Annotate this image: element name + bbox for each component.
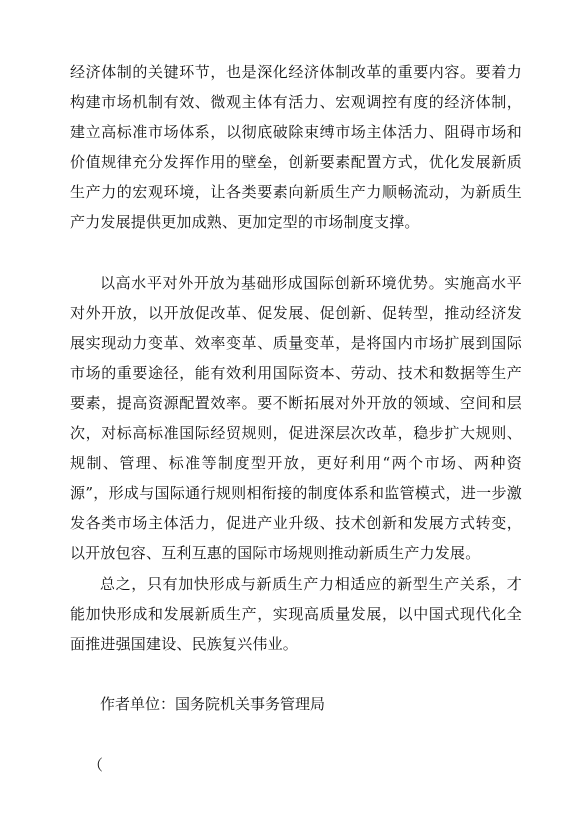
trailing-parenthesis: （	[88, 756, 104, 774]
paragraph-economic-system: 经济体制的关键环节，也是深化经济体制改革的重要内容。要着力构建市场机制有效、微观主体有活力、宏观调控有度的经济体制，建立高标准市场体系，以彻底破除束缚市场主体活力、阻碍市场和价值规律充分发挥作用的壁垒，创新要素配置方式，优化发展新质生产力的宏观环境，让各类要素向新质生产力顺畅流动，为新质生产力发展提供更加成熟、更加定型的市场制度支撑。	[70, 63, 522, 231]
paragraph-conclusion: 总之，只有加快形成与新质生产力相适应的新型生产关系，才能加快形成和发展新质生产，实现高质量发展，以中国式现代化全面推进强国建设、民族复兴伟业。	[70, 575, 522, 653]
paragraph-opening-up: 以高水平对外开放为基础形成国际创新环境优势。实施高水平对外开放，以开放促改革、促发展、促创新、促转型，推动经济发展实现动力变革、效率变革、质量变革，是将国内市场扩展到国际市场的重要途径，能有效利用国际资本、劳动、技术和数据等生产要素，提高资源配置效率。要不断拓展对外开放的领域、空间和层次，对标高标准国际经贸规则，促进深层次改革，稳步扩大规则、规制、管理、标准等制度型开放，更好利用“两个市场、两种资源”，形成与国际通行规则相衔接的制度体系和监管模式，进一步激发各类市场主体活力，促进产业升级、技术创新和发展方式转变，以开放包容、互利互惠的国际市场规则推动新质生产力发展。	[70, 274, 522, 562]
author-affiliation: 作者单位：国务院机关事务管理局	[100, 695, 326, 713]
